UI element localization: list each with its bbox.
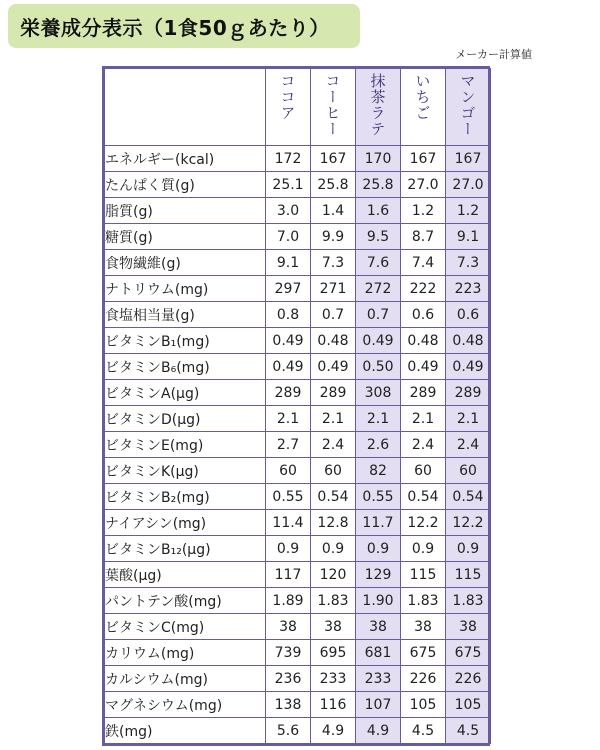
nutrient-value: 233 — [356, 666, 401, 692]
table-row — [105, 458, 491, 484]
table-row — [105, 406, 491, 432]
nutrient-value: 7.0 — [266, 224, 311, 250]
nutrient-label: 食塩相当量(g) — [105, 302, 266, 328]
nutrient-value: 115 — [401, 562, 446, 588]
nutrient-value: 0.7 — [311, 302, 356, 328]
nutrient-value: 739 — [266, 640, 311, 666]
nutrient-value: 116 — [311, 692, 356, 718]
nutrient-value: 105 — [401, 692, 446, 718]
nutrient-value: 0.49 — [446, 354, 491, 380]
nutrient-value: 1.83 — [401, 588, 446, 614]
nutrient-value: 107 — [356, 692, 401, 718]
table-row — [105, 354, 491, 380]
product-name: いちご — [413, 73, 432, 121]
nutrient-value: 289 — [446, 380, 491, 406]
nutrient-value: 60 — [311, 458, 356, 484]
nutrient-value: 681 — [356, 640, 401, 666]
nutrient-value: 297 — [266, 276, 311, 302]
nutrient-label: 鉄(mg) — [105, 718, 266, 744]
product-header-mango — [446, 69, 491, 146]
nutrient-label: 糖質(g) — [105, 224, 266, 250]
nutrient-value: 105 — [446, 692, 491, 718]
product-header-strawberry — [401, 69, 446, 146]
nutrient-value: 2.7 — [266, 432, 311, 458]
nutrient-value: 4.5 — [446, 718, 491, 744]
product-header-coffee — [311, 69, 356, 146]
nutrient-label: ビタミンE(mg) — [105, 432, 266, 458]
nutrient-value: 0.49 — [266, 328, 311, 354]
product-name: 抹茶ラテ — [368, 73, 387, 137]
nutrient-label: ビタミンB₁₂(μg) — [105, 536, 266, 562]
nutrient-value: 226 — [401, 666, 446, 692]
product-name: コーヒー — [323, 73, 342, 137]
table-row — [105, 640, 491, 666]
nutrient-value: 4.9 — [356, 718, 401, 744]
product-header-cocoa — [266, 69, 311, 146]
nutrient-value: 0.9 — [266, 536, 311, 562]
nutrient-value: 2.4 — [311, 432, 356, 458]
nutrient-value: 308 — [356, 380, 401, 406]
nutrient-label: ビタミンB₁(mg) — [105, 328, 266, 354]
nutrient-value: 9.5 — [356, 224, 401, 250]
nutrient-value: 0.9 — [401, 536, 446, 562]
nutrient-value: 9.9 — [311, 224, 356, 250]
nutrient-value: 2.1 — [311, 406, 356, 432]
nutrient-value: 38 — [401, 614, 446, 640]
nutrient-label: ナイアシン(mg) — [105, 510, 266, 536]
product-header-matcha-latte — [356, 69, 401, 146]
nutrient-value: 60 — [266, 458, 311, 484]
nutrient-value: 1.4 — [311, 198, 356, 224]
nutrient-value: 271 — [311, 276, 356, 302]
product-name: ココア — [278, 73, 297, 121]
nutrient-value: 5.6 — [266, 718, 311, 744]
nutrient-label: エネルギー(kcal) — [105, 146, 266, 172]
nutrient-value: 2.1 — [266, 406, 311, 432]
nutrient-value: 7.6 — [356, 250, 401, 276]
table-row — [105, 536, 491, 562]
nutrient-label: マグネシウム(mg) — [105, 692, 266, 718]
table-row — [105, 250, 491, 276]
nutrient-value: 7.4 — [401, 250, 446, 276]
nutrient-value: 2.1 — [356, 406, 401, 432]
nutrient-value: 1.2 — [401, 198, 446, 224]
nutrient-value: 12.8 — [311, 510, 356, 536]
nutrient-value: 2.1 — [401, 406, 446, 432]
table-row — [105, 276, 491, 302]
nutrient-value: 0.8 — [266, 302, 311, 328]
nutrient-value: 12.2 — [446, 510, 491, 536]
nutrient-value: 1.2 — [446, 198, 491, 224]
nutrient-label: ビタミンD(μg) — [105, 406, 266, 432]
nutrient-value: 167 — [401, 146, 446, 172]
nutrient-value: 25.8 — [311, 172, 356, 198]
nutrient-value: 0.48 — [311, 328, 356, 354]
nutrient-value: 7.3 — [446, 250, 491, 276]
table-row — [105, 614, 491, 640]
nutrient-value: 8.7 — [401, 224, 446, 250]
nutrient-value: 172 — [266, 146, 311, 172]
nutrient-value: 222 — [401, 276, 446, 302]
nutrient-value: 3.0 — [266, 198, 311, 224]
nutrient-value: 0.6 — [401, 302, 446, 328]
nutrient-value: 289 — [401, 380, 446, 406]
nutrient-value: 0.54 — [446, 484, 491, 510]
product-name: マンゴー — [458, 73, 477, 137]
nutrient-value: 0.49 — [401, 354, 446, 380]
nutrient-label: パントテン酸(mg) — [105, 588, 266, 614]
nutrient-value: 236 — [266, 666, 311, 692]
nutrient-value: 0.9 — [356, 536, 401, 562]
nutrient-value: 675 — [401, 640, 446, 666]
nutrient-label: カリウム(mg) — [105, 640, 266, 666]
nutrient-value: 27.0 — [446, 172, 491, 198]
table-row — [105, 718, 491, 744]
nutrient-label: ビタミンA(μg) — [105, 380, 266, 406]
nutrient-label: 葉酸(μg) — [105, 562, 266, 588]
nutrient-value: 695 — [311, 640, 356, 666]
nutrient-value: 38 — [266, 614, 311, 640]
nutrient-value: 11.7 — [356, 510, 401, 536]
nutrition-table — [104, 68, 491, 744]
nutrient-value: 167 — [446, 146, 491, 172]
nutrient-value: 0.54 — [311, 484, 356, 510]
nutrient-value: 226 — [446, 666, 491, 692]
nutrient-value: 2.4 — [446, 432, 491, 458]
nutrient-value: 0.49 — [266, 354, 311, 380]
table-row — [105, 588, 491, 614]
nutrient-label: 食物繊維(g) — [105, 250, 266, 276]
nutrient-label: カルシウム(mg) — [105, 666, 266, 692]
nutrient-value: 38 — [446, 614, 491, 640]
nutrient-value: 9.1 — [266, 250, 311, 276]
table-row — [105, 692, 491, 718]
nutrient-label: ビタミンB₆(mg) — [105, 354, 266, 380]
nutrient-value: 0.9 — [446, 536, 491, 562]
header-corner-cell — [105, 69, 266, 146]
nutrient-value: 233 — [311, 666, 356, 692]
nutrient-value: 0.54 — [401, 484, 446, 510]
nutrient-value: 0.49 — [356, 328, 401, 354]
nutrient-value: 38 — [311, 614, 356, 640]
nutrient-value: 675 — [446, 640, 491, 666]
nutrient-value: 0.55 — [356, 484, 401, 510]
table-row — [105, 510, 491, 536]
nutrient-value: 0.50 — [356, 354, 401, 380]
nutrient-value: 2.6 — [356, 432, 401, 458]
table-row — [105, 302, 491, 328]
header-row — [105, 69, 491, 146]
table-row — [105, 380, 491, 406]
nutrient-value: 60 — [446, 458, 491, 484]
nutrient-value: 170 — [356, 146, 401, 172]
nutrient-value: 7.3 — [311, 250, 356, 276]
nutrient-value: 9.1 — [446, 224, 491, 250]
nutrient-value: 12.2 — [401, 510, 446, 536]
nutrient-value: 223 — [446, 276, 491, 302]
nutrient-label: ビタミンK(μg) — [105, 458, 266, 484]
nutrient-label: 脂質(g) — [105, 198, 266, 224]
nutrient-value: 1.90 — [356, 588, 401, 614]
nutrient-value: 25.8 — [356, 172, 401, 198]
nutrient-value: 11.4 — [266, 510, 311, 536]
nutrient-value: 0.55 — [266, 484, 311, 510]
nutrient-label: ナトリウム(mg) — [105, 276, 266, 302]
nutrient-label: ビタミンC(mg) — [105, 614, 266, 640]
source-note: メーカー計算値 — [455, 48, 532, 61]
nutrient-value: 27.0 — [401, 172, 446, 198]
nutrient-value: 0.48 — [401, 328, 446, 354]
nutrient-value: 2.1 — [446, 406, 491, 432]
nutrient-value: 138 — [266, 692, 311, 718]
nutrient-value: 1.89 — [266, 588, 311, 614]
nutrient-value: 117 — [266, 562, 311, 588]
table-row — [105, 666, 491, 692]
nutrient-value: 60 — [401, 458, 446, 484]
table-row — [105, 562, 491, 588]
nutrient-value: 38 — [356, 614, 401, 640]
nutrient-value: 0.9 — [311, 536, 356, 562]
nutrient-value: 1.83 — [446, 588, 491, 614]
nutrient-value: 0.6 — [446, 302, 491, 328]
table-row — [105, 172, 491, 198]
table-row — [105, 432, 491, 458]
nutrient-value: 120 — [311, 562, 356, 588]
nutrient-value: 82 — [356, 458, 401, 484]
nutrient-value: 272 — [356, 276, 401, 302]
nutrient-value: 1.83 — [311, 588, 356, 614]
title-text: 栄養成分表示（1食50ｇあたり） — [20, 15, 330, 40]
table-row — [105, 328, 491, 354]
nutrient-value: 0.48 — [446, 328, 491, 354]
nutrient-value: 2.4 — [401, 432, 446, 458]
nutrient-value: 167 — [311, 146, 356, 172]
nutrient-value: 25.1 — [266, 172, 311, 198]
nutrient-value: 4.9 — [311, 718, 356, 744]
table-row — [105, 224, 491, 250]
nutrient-value: 289 — [266, 380, 311, 406]
nutrient-value: 129 — [356, 562, 401, 588]
nutrient-label: たんぱく質(g) — [105, 172, 266, 198]
nutrient-value: 1.6 — [356, 198, 401, 224]
nutrient-value: 115 — [446, 562, 491, 588]
table-row — [105, 146, 491, 172]
table-row — [105, 484, 491, 510]
nutrient-value: 0.49 — [311, 354, 356, 380]
nutrient-value: 289 — [311, 380, 356, 406]
nutrient-value: 0.7 — [356, 302, 401, 328]
table-row — [105, 198, 491, 224]
page-title — [8, 4, 360, 48]
nutrient-label: ビタミンB₂(mg) — [105, 484, 266, 510]
nutrient-value: 4.5 — [401, 718, 446, 744]
